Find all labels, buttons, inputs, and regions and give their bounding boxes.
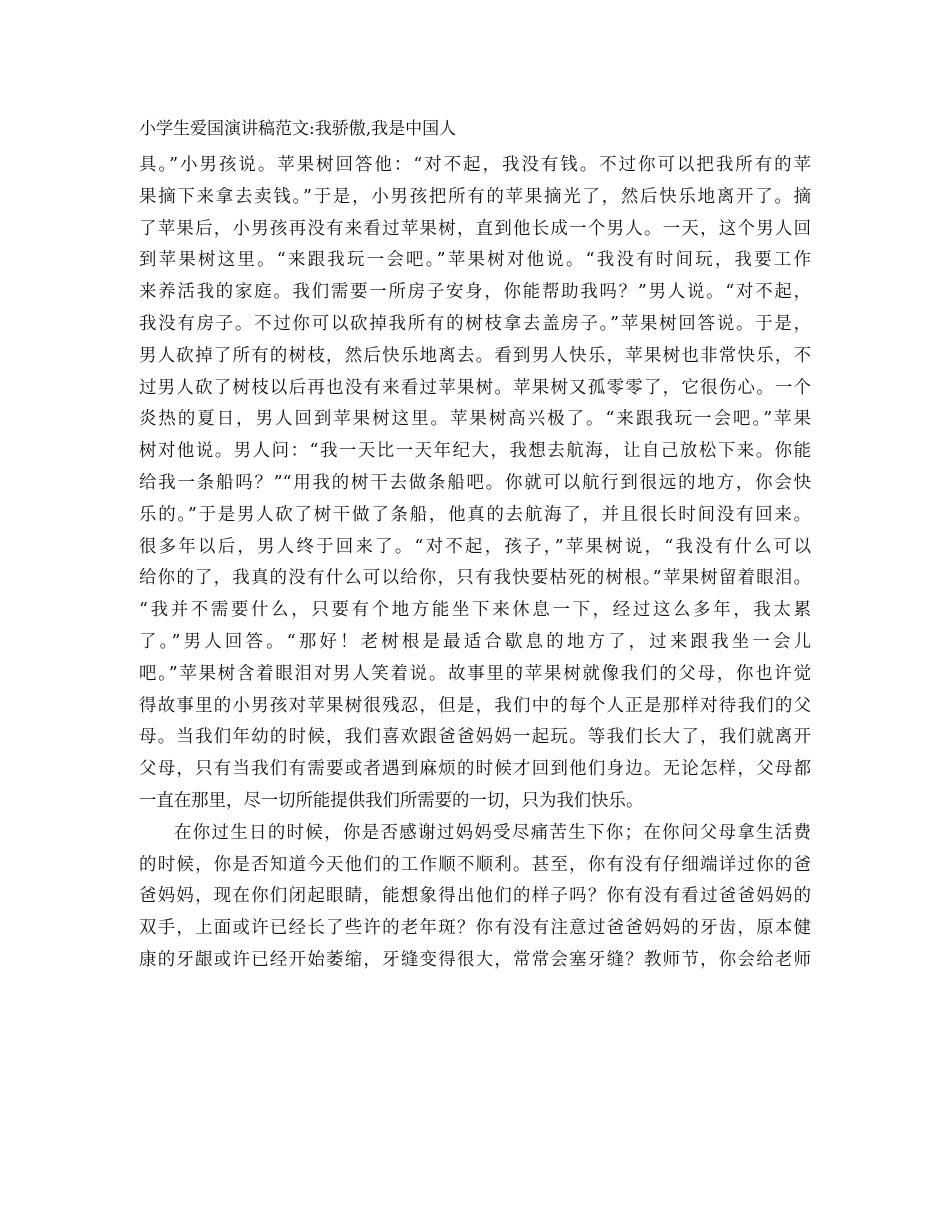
- text-line: 具。”小男孩说。苹果树回答他：“对不起，我没有钱。不过你可以把我所有的苹: [139, 155, 811, 175]
- text-line: 吧。”苹果树含着眼泪对男人笑着说。故事里的苹果树就像我们的父母，你也许觉: [139, 663, 811, 684]
- text-line: 的时候，你是否知道今天他们的工作顺不顺利。甚至，你有没有仔细端详过你的爸: [139, 854, 811, 875]
- text-line: 果摘下来拿去卖钱。”于是，小男孩把所有的苹果摘光了，然后快乐地离开了。摘: [139, 186, 811, 207]
- text-line: 给我一条船吗？”“用我的树干去做条船吧。你就可以航行到很远的地方，你会快: [139, 472, 811, 493]
- text-line: 了苹果后，小男孩再没有来看过苹果树，直到他长成一个男人。一天，这个男人回: [139, 218, 811, 239]
- paragraph: [139, 150, 811, 818]
- text-line: 了。”男人回答。“那好！老树根是最适合歇息的地方了，过来跟我坐一会儿: [139, 631, 811, 652]
- text-line: 到苹果树这里。“来跟我玩一会吧。”苹果树对他说。“我没有时间玩，我要工作: [139, 250, 811, 271]
- text-line: 我没有房子。不过你可以砍掉我所有的树枝拿去盖房子。”苹果树回答说。于是，: [139, 313, 811, 334]
- text-line: 得故事里的小男孩对苹果树很残忍，但是，我们中的每个人正是那样对待我们的父: [139, 695, 811, 716]
- text-line: 爸妈妈，现在你们闭起眼睛，能想象得出他们的样子吗？你有没有看过爸爸妈妈的: [139, 886, 811, 907]
- text-line: 在你过生日的时候，你是否感谢过妈妈受尽痛苦生下你；在你问父母拿生活费: [174, 822, 811, 843]
- text-line: 康的牙龈或许已经开始萎缩，牙缝变得很大，常常会塞牙缝？教师节，你会给老师: [139, 949, 811, 970]
- text-line: 炎热的夏日，男人回到苹果树这里。苹果树高兴极了。“来跟我玩一会吧。”苹果: [139, 409, 811, 430]
- text-line: 给你的了，我真的没有什么可以给你，只有我快要枯死的树根。”苹果树留着眼泪。: [139, 568, 811, 589]
- text-line: 很多年以后，男人终于回来了。“对不起，孩子，”苹果树说，“我没有什么可以: [139, 536, 811, 557]
- text-line: “我并不需要什么，只要有个地方能坐下来休息一下，经过这么多年，我太累: [139, 600, 811, 621]
- text-line: 一直在那里，尽一切所能提供我们所需要的一切，只为我们快乐。: [139, 790, 644, 811]
- text-line: 树对他说。男人问：“我一天比一天年纪大，我想去航海，让自己放松下来。你能: [139, 441, 811, 462]
- text-line: 过男人砍了树枝以后再也没有来看过苹果树。苹果树又孤零零了，它很伤心。一个: [139, 377, 811, 398]
- text-line: 双手，上面或许已经长了些许的老年斑？你有没有注意过爸爸妈妈的牙齿，原本健: [139, 918, 811, 939]
- text-line: 母。当我们年幼的时候，我们喜欢跟爸爸妈妈一起玩。等我们长大了，我们就离开: [139, 727, 811, 748]
- document-body: [139, 150, 811, 977]
- page-header: 小学生爱国演讲稿范文:我骄傲,我是中国人: [139, 119, 457, 139]
- text-line: 来养活我的家庭。我们需要一所房子安身，你能帮助我吗？”男人说。“对不起，: [139, 282, 811, 303]
- text-line: 乐的。”于是男人砍了树干做了条船，他真的去航海了，并且很长时间没有回来。: [139, 504, 811, 525]
- text-line: 男人砍掉了所有的树枝，然后快乐地离去。看到男人快乐，苹果树也非常快乐，不: [139, 345, 811, 366]
- paragraph: [139, 818, 811, 977]
- text-line: 父母，只有当我们有需要或者遇到麻烦的时候才回到他们身边。无论怎样，父母都: [139, 759, 811, 780]
